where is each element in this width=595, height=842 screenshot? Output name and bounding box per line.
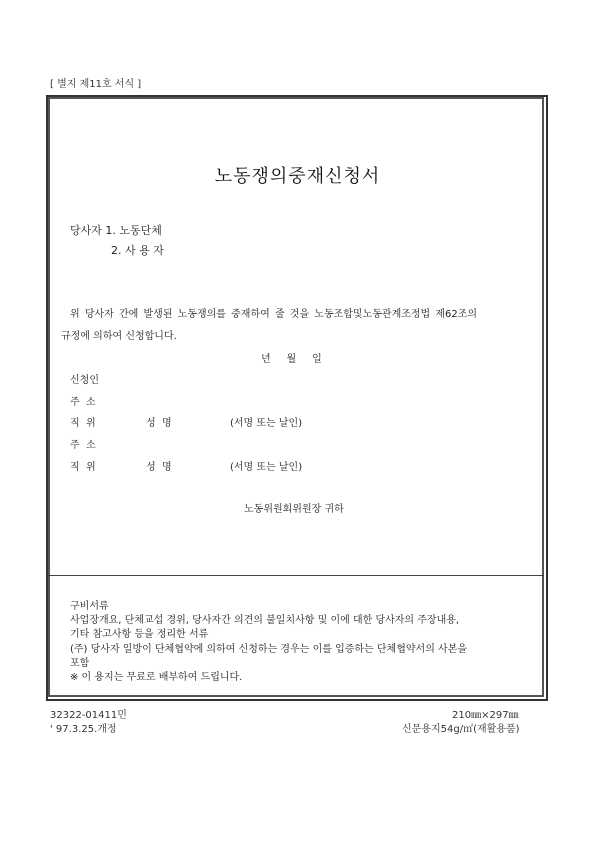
attachments-line1: 사업장개요, 단체교섭 경위, 당사자간 의견의 불일치사항 및 이에 대한 당사자의 주장내용,	[70, 615, 460, 626]
applicant-name-1: 성 명	[146, 418, 172, 429]
paper-size: 210㎜×297㎜	[452, 710, 519, 721]
applicant-seal-1: (서명 또는 날인)	[230, 418, 303, 429]
section-divider	[48, 575, 544, 576]
body-text-line1: 위 당사자 간에 발생된 노동쟁의를 중재하여 줄 것을 노동조합및노동관계조정법 제62조의	[70, 309, 478, 320]
attachments-heading: 구비서류	[70, 601, 109, 612]
free-distribution-note: ※ 이 용지는 무료로 배부하여 드립니다.	[70, 672, 243, 683]
form-label: [ 별지 제11호 서식 ]	[50, 79, 142, 90]
document-title: 노동쟁의중재신청서	[214, 166, 381, 187]
applicant-label: 신청인	[70, 375, 99, 386]
revision-date: ' 97.3.25.개정	[50, 724, 117, 735]
attachments-note-line1: (주) 당사자 일방이 단체협약에 의하여 신청하는 경우는 이를 입증하는 단체협약서의 사본을	[70, 644, 468, 655]
paper-spec: 신문용지54g/㎡(재활용품)	[402, 724, 520, 735]
body-text-line2: 규정에 의하여 신청합니다.	[61, 331, 177, 342]
addressee: 노동위원회위원장 귀하	[244, 504, 344, 515]
applicant-position-2: 직 위	[70, 462, 96, 473]
form-code: 32322-01411민	[50, 710, 127, 721]
parties-employer: 2. 사 용 자	[111, 244, 164, 257]
applicant-name-2: 성 명	[146, 462, 172, 473]
attachments-line2: 기타 참고사항 등을 정리한 서류	[70, 629, 209, 640]
applicant-seal-2: (서명 또는 날인)	[230, 462, 303, 473]
applicant-position-1: 직 위	[70, 418, 96, 429]
attachments-note-line2: 포함	[70, 658, 90, 669]
applicant-address-1: 주 소	[70, 397, 96, 408]
parties-label: 당사자 1. 노동단체	[70, 224, 162, 237]
date-line: 년 월 일	[261, 354, 322, 365]
applicant-address-2: 주 소	[70, 440, 96, 451]
